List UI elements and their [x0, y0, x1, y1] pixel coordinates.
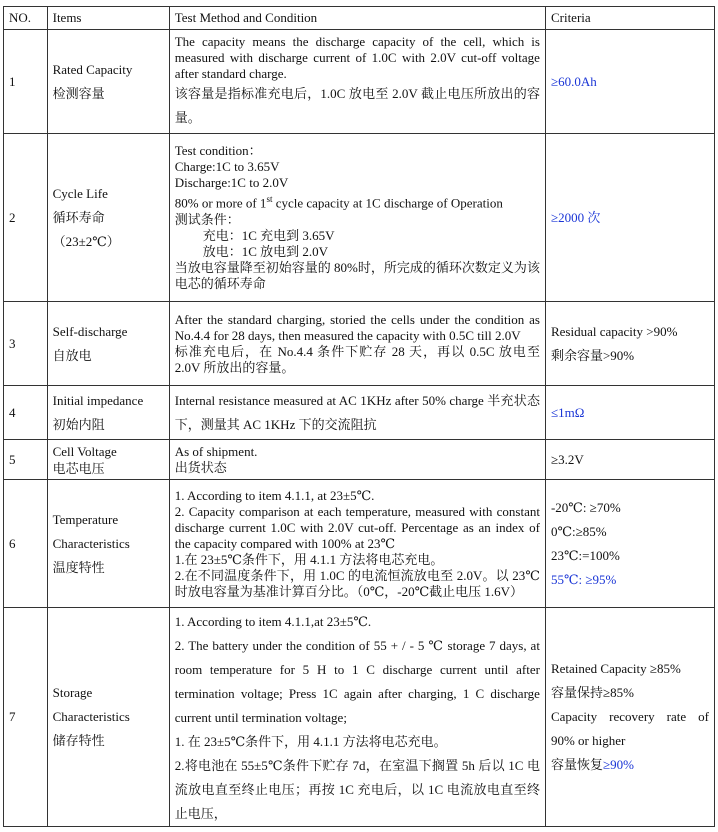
table-row — [4, 134, 715, 302]
method-cell: As of shipment. 出货状态 — [169, 440, 545, 480]
method-cell: The capacity means the discharge capacity of the cell, which is measured with discharge current of 1.0C with 2.0V cut-off voltage after standard charge. 该容量是指标准充电后，1.0C 放电至 2.0V 截止电压所放出的容量。 — [169, 30, 545, 134]
header-method: Test Method and Condition — [169, 7, 545, 30]
table-row — [4, 386, 715, 440]
method-cell: 1. According to item 4.1.1,at 23±5℃. 2. The battery under the condition of 55 + / - 5 ℃ storage 7 days, at room temperature for 5 H to 1 C discharge current until after termination voltage; Press 1C again after charging, 1 C discharge current until termination voltage; 1. 在 23±5℃条件下，用 4.1.1 方法将电芯充电。 2.将电池在 55±5℃条件下贮存 7d，在室温下搁置 5h 后以 1C 电流放电直至终止电压；再按 1C 充电后，以 1C 电流放电直至终止电压， — [169, 608, 545, 827]
row-number: 3 — [4, 302, 48, 386]
row-number: 1 — [4, 30, 48, 134]
spec-table — [3, 6, 715, 827]
row-number: 2 — [4, 134, 48, 302]
row-number: 4 — [4, 386, 48, 440]
criteria-cell: Residual capacity >90% 剩余容量>90% — [545, 302, 714, 386]
criteria-cell: Retained Capacity ≥85% 容量保持≥85% Capacity recovery rate of 90% or higher 容量恢复≥90% — [545, 608, 714, 827]
criteria-cell: ≥3.2V — [545, 440, 714, 480]
criteria-cell: ≥2000 次 — [545, 134, 714, 302]
header-no: NO. — [4, 7, 48, 30]
row-number: 6 — [4, 480, 48, 608]
item-cell: Storage Characteristics 储存特性 — [47, 608, 169, 827]
method-cell: 1. According to item 4.1.1, at 23±5℃. 2. Capacity comparison at each temperature, measured with constant discharge current 1.0C with 2.0V cut-off. Percentage as an index of the capacity compared with 100% at 23℃ 1.在 23±5℃条件下，用 4.1.1 方法将电芯充电。 2.在不同温度条件下，用 1.0C 的电流恒流放电至 2.0V。以 23℃时放电容量为基准计算百分比。（0℃，-20℃截止电压 1.6V） — [169, 480, 545, 608]
item-cell: Cell Voltage 电芯电压 — [47, 440, 169, 480]
criteria-cell: -20℃: ≥70% 0℃:≥85% 23℃:=100% 55℃: ≥95% — [545, 480, 714, 608]
header-row — [4, 7, 715, 30]
item-cell: Rated Capacity 检测容量 — [47, 30, 169, 134]
criteria-cell: ≤1mΩ — [545, 386, 714, 440]
table-row — [4, 608, 715, 827]
method-cell: After the standard charging, storied the cells under the condition as No.4.4 for 28 days, then measured the capacity with 0.5C till 2.0V 标准充电后，在 No.4.4 条件下贮存 28 天，再以 0.5C 放电至 2.0V 所放出的容量。 — [169, 302, 545, 386]
item-cell: Cycle Life 循环寿命 （23±2℃） — [47, 134, 169, 302]
header-items: Items — [47, 7, 169, 30]
row-number: 5 — [4, 440, 48, 480]
method-cell: Internal resistance measured at AC 1KHz after 50% charge 半充状态下，测量其 AC 1KHz 下的交流阻抗 — [169, 386, 545, 440]
criteria-cell: ≥60.0Ah — [545, 30, 714, 134]
table-row — [4, 480, 715, 608]
table-row — [4, 440, 715, 480]
table-row — [4, 30, 715, 134]
item-cell: Initial impedance 初始内阻 — [47, 386, 169, 440]
header-criteria: Criteria — [545, 7, 714, 30]
table-row — [4, 302, 715, 386]
item-cell: Self-discharge 自放电 — [47, 302, 169, 386]
row-number: 7 — [4, 608, 48, 827]
method-cell: Test condition： Charge:1C to 3.65V Discharge:1C to 2.0V 80% or more of 1st cycle capacity at 1C discharge of Operation 测试条件： 充电：1C 充电到 3.65V 放电：1C 放电到 2.0V 当放电容量降至初始容量的 80%时，所完成的循环次数定义为该电芯的循环寿命 — [169, 134, 545, 302]
item-cell: Temperature Characteristics 温度特性 — [47, 480, 169, 608]
